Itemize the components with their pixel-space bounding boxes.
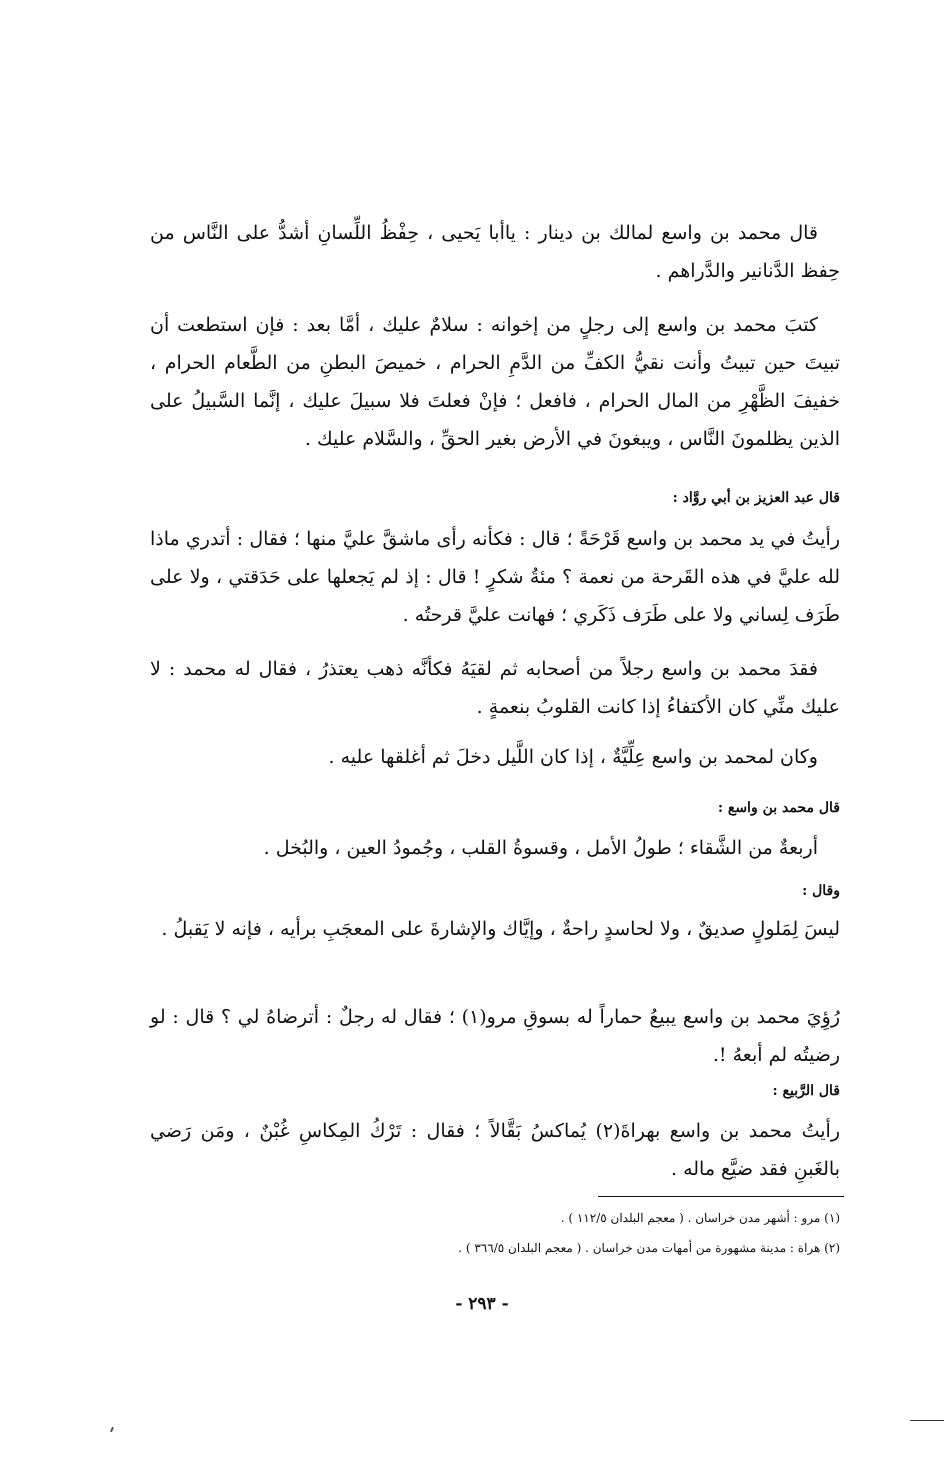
footnote-1: (١) مرو : أشهر مدن خراسان . ( معجم البلدان ١١٢/٥ ) . [560,1211,840,1225]
paragraph-companion: فقدَ محمد بن واسع رجلاً من أصحابه ثم لقيَهُ فكأنَّه ذهب يعتذرُ ، فقال له محمد : لا عليك منِّي كان الأكتفاءُ إذا كانت القلوبُ بنعمةٍ . [150,658,840,718]
heading-muhammad-ibn-wasi: قال محمد بن واسع : [717,800,840,816]
paragraph-letter: كتبَ محمد بن واسع إلى رجلٍ من إخوانه : سلامٌ عليك ، أمَّا بعد : فإن استطعت أن تبيتَ حين تبيتُ وأنت نقيُّ الكفِّ من الدَّمِ الحرام ، خميصَ البطنِ من الطَّعام الحرام ، خفيفَ الظَّهْرِ من المال الحرام ، فافعل ؛ فإنْ فعلتَ فلا سبيلَ عليك ، إنَّما السَّبيلُ على الذين يظلمونَ النَّاس ، ويبغونَ في الأرض بغير الحقِّ ، والسَّلام عليك . [150,314,840,450]
paragraph-four-miseries: أربعةٌ من الشَّقاء ؛ طولُ الأمل ، وقسوةُ القلب ، وجُمودُ العين ، والبُخل . [263,837,818,859]
heading-abd-al-aziz: قال عبد العزيز بن أبي روَّاد : [672,490,840,506]
edge-scan-mark [910,1420,944,1421]
paragraph-donkey: رُؤِيَ محمد بن واسع يبيعُ حماراً له بسوقِ مرو(١) ؛ فقال له رجلٌ : أترضاهُ لي ؟ قال : لو رضيتُه لم أبعهُ !. [150,1006,840,1066]
heading-al-rabi: قال الرَّبيع : [772,1083,840,1099]
paragraph-herat: رأيتُ محمد بن واسع بهراةَ(٢) يُماكسُ بَقَّالاً ؛ فقال : تَرْكُ المِكاسِ غُبْنٌ ، ومَن رَضي بالغَبنِ فقد ضيَّع ماله . [150,1120,840,1180]
footnote-divider [598,1196,844,1197]
paragraph-malik-saying: قال محمد بن واسع لمالك بن دينار : ياأبا يَحيى ، حِفْظُ اللِّسانِ أشدُّ على النَّاس من حِفظ الدَّنانير والدَّراهم . [150,222,840,282]
paragraph-qarha: رأيتُ في يد محمد بن واسع قَرْحَةً ؛ قال : فكأنه رأى ماشقَّ عليَّ منها ؛ فقال : أتدري ماذا لله عليَّ في هذه القَرحة من نعمة ؟ مئةُ شكرٍ ! قال : إذ لم يَجعلها على حَدَقتي ، ولا على طَرَف لِساني ولا على طَرَف ذَكَري ؛ فهانت عليَّ قرحتُه . [150,528,840,626]
paragraph-no-friend: ليسَ لِمَلولٍ صديقٌ ، ولا لحاسدٍ راحةٌ ، وإيَّاك والإشارةَ على المعجَبِ برأيه ، فإنه لا يَقبلُ . [161,918,840,940]
heading-wa-qal: وقال : [802,883,840,899]
paragraph-illiyya: وكان لمحمد بن واسع عِلِّيَّةٌ ، إذا كان اللَّيل دخلَ ثم أغلقها عليه . [328,746,818,768]
footnote-2: (٢) هراة : مدينة مشهورة من أمهات مدن خراسان . ( معجم البلدان ٣٦٦/٥ ) . [458,1241,840,1255]
stray-ink-mark [110,1427,114,1432]
page-number: - ٢٩٣ - [455,1294,509,1314]
